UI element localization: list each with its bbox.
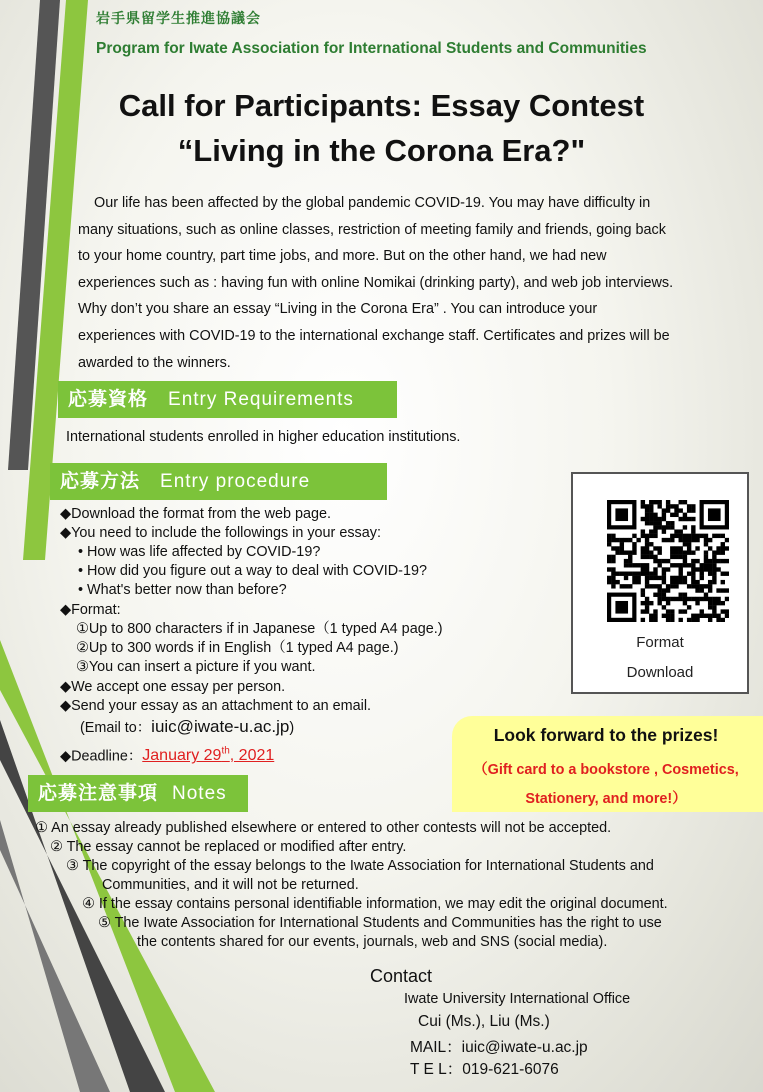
deadline-date-main: January 29 (142, 747, 222, 765)
deadline-date (142, 747, 274, 764)
procedure-item: ◆You need to include the followings in your essay: (60, 525, 381, 541)
procedure-bullet: • How did you figure out a way to deal with COVID-19? (78, 563, 427, 579)
intro-line: awarded to the winners. (78, 354, 231, 371)
requirements-text: International students enrolled in higher education institutions. (66, 429, 461, 445)
contact-names: Cui (Ms.), Liu (Ms.) (418, 1013, 550, 1030)
procedure-bullet: • How was life affected by COVID-19? (78, 544, 321, 560)
format-rule: ③You can insert a picture if you want. (76, 659, 316, 675)
contact-mail[interactable]: MAIL：iuic@iwate-u.ac.jp (410, 1039, 588, 1056)
note-line: ② The essay cannot be replaced or modified after entry. (50, 839, 407, 855)
section-heading-jp: 応募注意事項 (38, 783, 159, 804)
intro-line: many situations, such as online classes, restriction of meeting family and friends, going back (78, 221, 666, 238)
deadline-line (60, 742, 274, 767)
prize-title: Look forward to the prizes! (493, 725, 719, 745)
intro-paragraph (78, 190, 738, 376)
intro-line: experiences with COVID-19 to the international exchange staff. Certificates and prizes will be (78, 327, 670, 344)
note-line: ③ The copyright of the essay belongs to the Iwate Association for International Students and (66, 858, 654, 874)
intro-line: experiences such as : having fun with online Nomikai (drinking party), and web job interviews. (78, 274, 674, 291)
organization-name-jp: 岩手県留学生推進協議会 (96, 10, 261, 26)
prize-banner (452, 716, 763, 812)
qr-download-box[interactable] (571, 472, 749, 694)
prize-line: （Gift card to a bookstore , Cosmetics, (473, 762, 739, 778)
procedure-item: ◆Format: (60, 602, 121, 618)
deadline-label: ◆Deadline： (60, 748, 143, 765)
note-line: the contents shared for our events, journals, web and SNS (social media). (137, 934, 608, 950)
qr-label-format: Format (636, 634, 684, 651)
section-heading-en: Entry procedure (160, 471, 311, 492)
procedure-bullet: • What's better now than before? (78, 582, 287, 598)
procedure-item: ◆Download the format from the web page. (60, 506, 332, 522)
note-line: ① An essay already published elsewhere or entered to other contests will not be accepted. (35, 820, 612, 836)
intro-line: Our life has been affected by the global pandemic COVID-19. You may have difficulty in (94, 195, 651, 211)
email-label: (Email to： (80, 720, 152, 736)
prize-line: Stationery, and more!） (525, 791, 687, 807)
email-link[interactable]: iuic@iwate-u.ac.jp (151, 717, 290, 736)
section-heading-requirements (58, 381, 397, 418)
contact-heading: Contact (370, 966, 433, 986)
qr-label-download: Download (626, 664, 694, 681)
section-heading-en: Entry Requirements (168, 389, 354, 410)
format-rule: ②Up to 300 words if in English（1 typed A4 page.) (76, 640, 399, 656)
intro-line: to your home country, part time jobs, and more. But on the other hand, we had new (78, 248, 607, 265)
note-line: ⑤ The Iwate Association for International Students and Communities has the right to use (98, 915, 662, 931)
procedure-item: ◆Send your essay as an attachment to an email. (60, 698, 372, 714)
section-heading-jp: 応募資格 (68, 389, 149, 410)
intro-line: Why don’t you share an essay “Living in the Corona Era” . You can introduce your (78, 301, 598, 318)
section-heading-notes (28, 775, 248, 812)
note-line: ④ If the essay contains personal identifiable information, we may edit the original document. (82, 896, 668, 912)
contact-tel: T E L：019-621-6076 (410, 1061, 559, 1078)
section-heading-jp: 応募方法 (60, 471, 141, 492)
email-line (80, 717, 294, 738)
deadline-date-suffix: th (221, 746, 230, 757)
qr-code-image[interactable] (607, 500, 729, 622)
deadline-date-year: , 2021 (229, 747, 275, 765)
organization-name-en: Program for Iwate Association for International Students and Communities (96, 40, 647, 57)
email-close: ) (289, 720, 295, 736)
title-line-2: “Living in the Corona Era?" (177, 133, 586, 168)
section-heading-en: Notes (172, 783, 227, 804)
title-line-1: Call for Participants: Essay Contest (118, 88, 645, 123)
note-line: Communities, and it will not be returned. (102, 877, 359, 893)
procedure-item: ◆We accept one essay per person. (60, 679, 286, 695)
format-rule: ①Up to 800 characters if in Japanese（1 typed A4 page.) (76, 621, 443, 637)
section-heading-procedure (50, 463, 387, 500)
contact-office: Iwate University International Office (404, 991, 631, 1007)
